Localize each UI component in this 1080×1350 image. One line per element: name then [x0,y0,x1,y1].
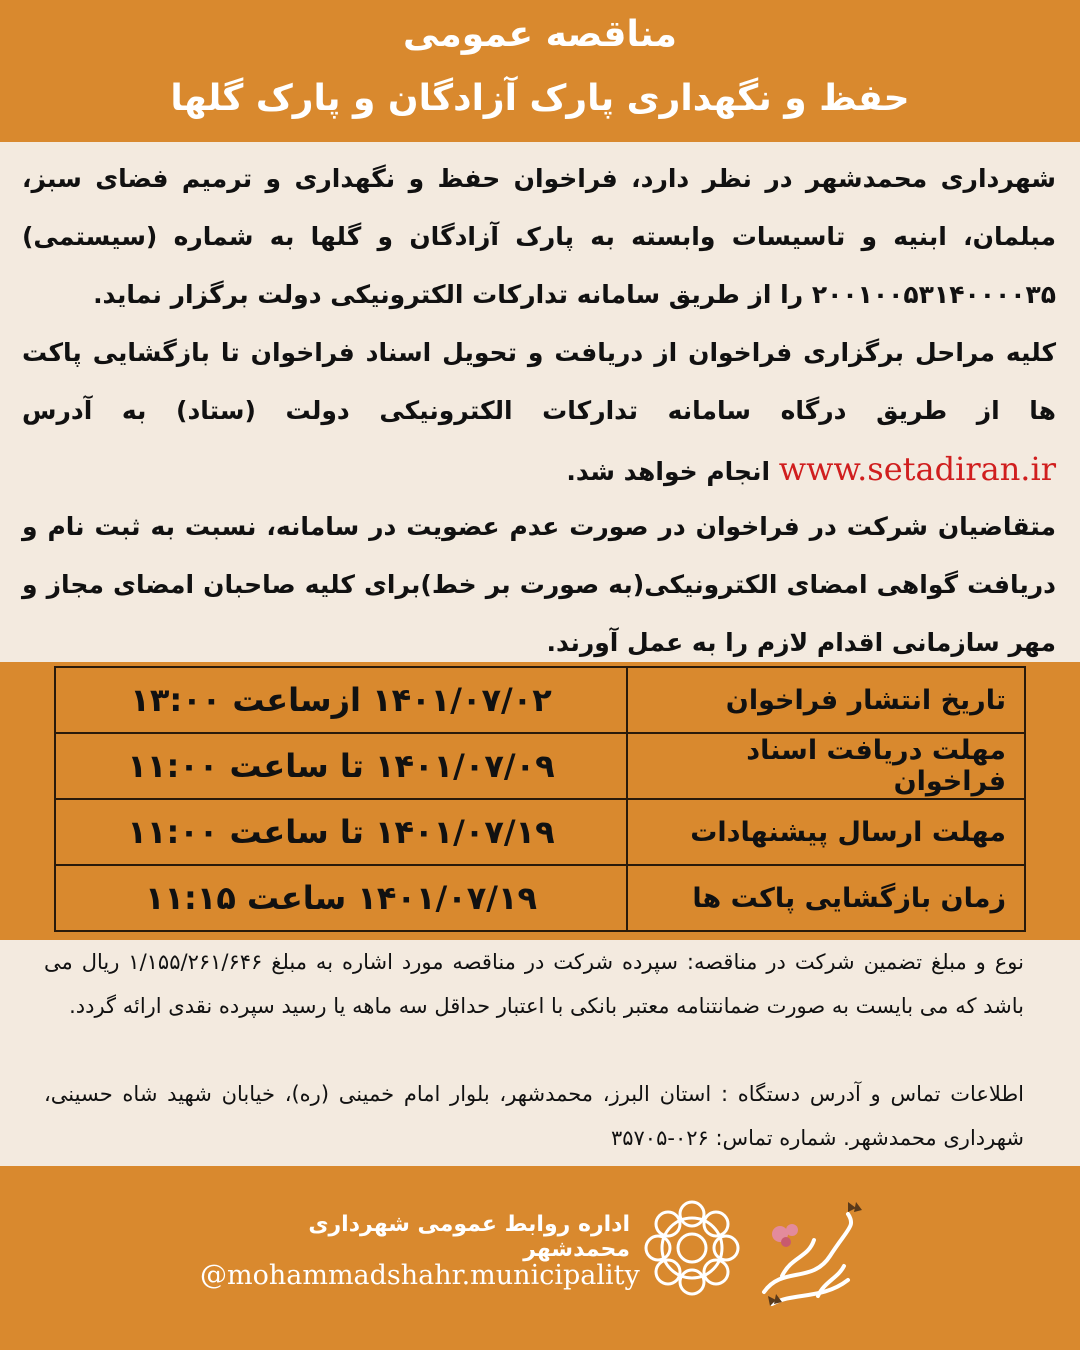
social-handle[interactable]: @mohammadshahr.municipality [200,1260,640,1291]
intro-paragraph-2-text: کلیه مراحل برگزاری فراخوان از دریافت و تحویل اسناد فراخوان تا بازگشایی پاکت ها از طریق درگاه سامانه تدارکات الکترونیکی دولت (ستاد) به آدرس [22,338,1056,425]
contact-paragraph: اطلاعات تماس و آدرس دستگاه : استان البرز، محمدشهر، بلوار امام خمینی (ره)، خیابان شهید شاه حسینی، شهرداری محمدشهر. شماره تماس: ۰۲۶-۳۵۷۰۵ [44,1082,1024,1150]
intro-paragraph-1: شهرداری محمدشهر در نظر دارد، فراخوان حفظ و نگهداری و ترمیم فضای سبز، مبلمان، ابنیه و تاسیسات وابسته به پارک آزادگان و گلها به شماره (سیستمی) ۲۰۰۱۰۰۵۳۱۴۰۰۰۰۳۵ را از طریق سامانه تدارکات الکترونیکی دولت برگزار نماید. [22,164,1056,309]
department-name: اداره روابط عمومی شهرداری محمدشهر [308,1212,630,1262]
schedule-value: ۱۴۰۱/۰۷/۱۹ ساعت ۱۱:۱۵ [55,865,627,931]
notice-header [0,0,1080,142]
star-emblem-icon [640,1196,744,1300]
schedule-value: ۱۴۰۱/۰۷/۱۹ تا ساعت ۱۱:۰۰ [55,799,627,865]
setad-link[interactable]: www.setadiran.ir [778,450,1056,488]
intro-paragraph-3: متقاضیان شرکت در فراخوان در صورت عدم عضویت در سامانه، نسبت به ثبت نام و دریافت گواهی امضای الکترونیکی(به صورت بر خط)برای کلیه صاحبان امضای مجاز و مهر سازمانی اقدام لازم را به عمل آورند. [22,512,1056,657]
municipality-logo-icon [752,1196,870,1316]
intro-section [0,142,1080,662]
notice-subtitle: حفظ و نگهداری پارک آزادگان و پارک گلها [170,78,910,119]
table-row [55,799,1025,865]
table-row [55,865,1025,931]
intro-paragraph-2-end: انجام خواهد شد. [566,457,771,486]
details-section [0,940,1080,1166]
table-row [55,667,1025,733]
schedule-label: زمان بازگشایی پاکت ها [627,865,1025,931]
schedule-label: مهلت ارسال پیشنهادات [627,799,1025,865]
schedule-label: تاریخ انتشار فراخوان [627,667,1025,733]
schedule-value: ۱۴۰۱/۰۷/۰۹ تا ساعت ۱۱:۰۰ [55,733,627,799]
footer [0,1166,1080,1350]
table-row [55,733,1025,799]
schedule-table [54,666,1026,932]
intro-paragraph-2 [22,324,1056,501]
schedule-value: ۱۴۰۱/۰۷/۰۲ ازساعت ۱۳:۰۰ [55,667,627,733]
schedule-label: مهلت دریافت اسناد فراخوان [627,733,1025,799]
guarantee-paragraph: نوع و مبلغ تضمین شرکت در مناقصه: سپرده شرکت در مناقصه مورد اشاره به مبلغ ۱/۱۵۵/۲۶۱/۶۴۶ ریال می باشد که می بایست به صورت ضمانتنامه معتبر بانکی با اعتبار حداقل سه ماهه یا رسید سپرده نقدی ارائه گردد. [44,950,1024,1018]
schedule-section [0,662,1080,940]
notice-title: مناقصه عمومی [403,14,677,55]
